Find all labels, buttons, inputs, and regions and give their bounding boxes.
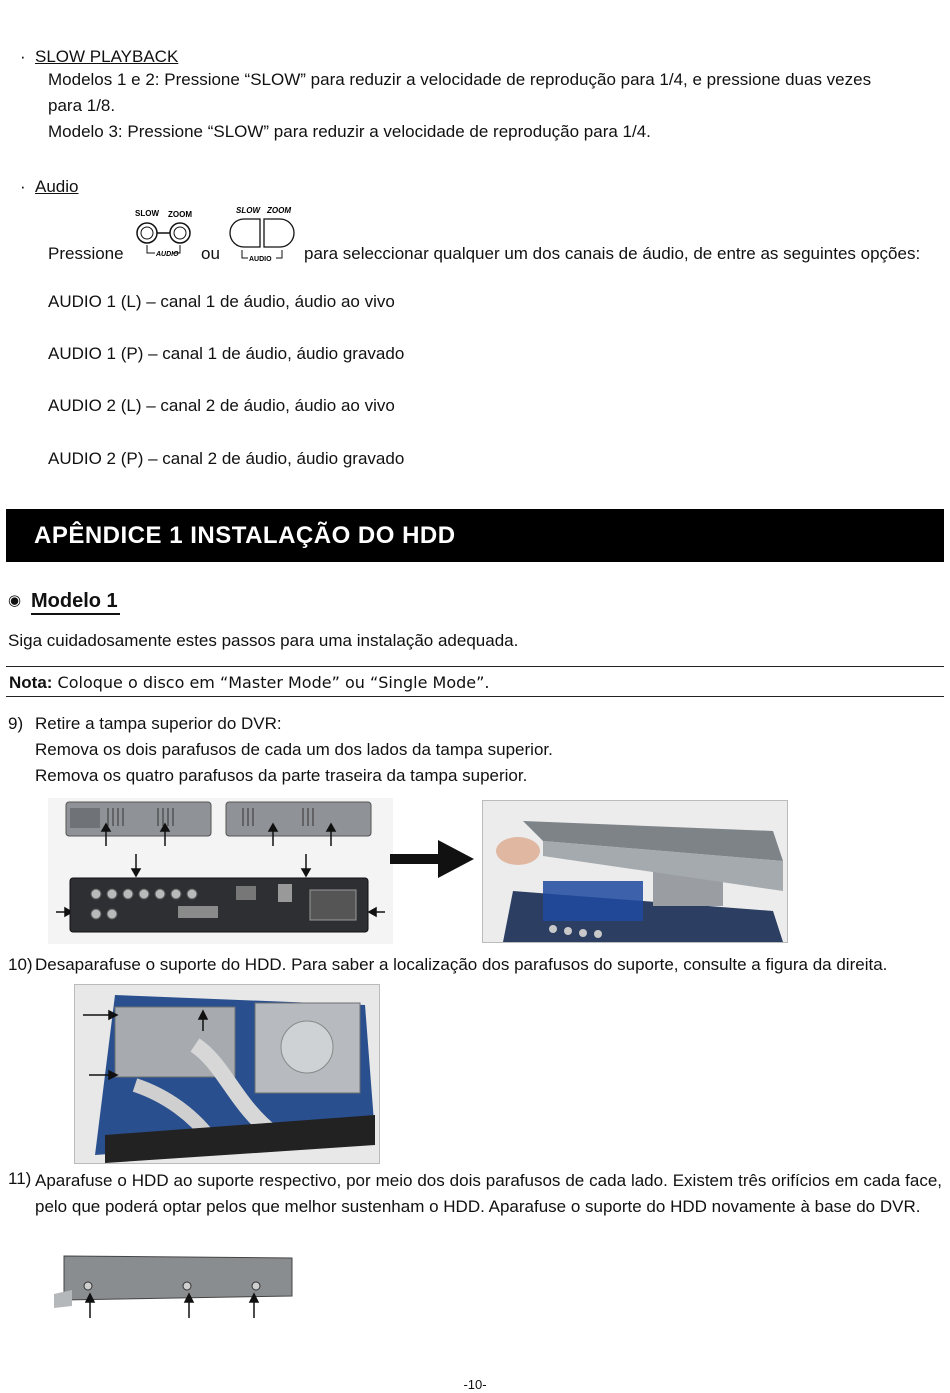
audio-bullet: · [20, 177, 26, 196]
audio-option-4: AUDIO 2 (P) – canal 2 de áudio, áudio gravado [48, 449, 405, 468]
btn1-audio-label: AUDIO [156, 251, 179, 258]
step-9-line-2: Remova os dois parafusos de cada um dos lados da tampa superior. [35, 740, 553, 759]
slow-bullet: · [20, 47, 26, 66]
slow-line-2: para 1/8. [48, 96, 116, 115]
slow-heading: SLOW PLAYBACK [35, 47, 179, 66]
step-10-number: 10) [8, 955, 33, 974]
slow-zoom-round-buttons-icon [130, 205, 200, 261]
step-9-number: 9) [8, 714, 24, 733]
step-9-line-3: Remova os quatro parafusos da parte traseira da tampa superior. [35, 766, 528, 785]
audio-or-text: ou [201, 244, 220, 263]
step-11-number: 11) [8, 1169, 32, 1188]
btn1-slow-label: SLOW [135, 209, 159, 218]
lid-removal-photo [482, 800, 788, 943]
hdd-side-figure [52, 1254, 295, 1320]
right-arrow-icon [390, 838, 476, 880]
audio-press-text: Pressione [48, 244, 124, 263]
btn1-zoom-label: ZOOM [168, 210, 192, 219]
step-11-text: Aparafuse o HDD ao suporte respectivo, por meio dos dois parafusos de cada lado. Existem três orifícios em cada face, pelo que poderá optar pelos que melhor sustenham o HDD. Aparafuse o suporte do HDD novamente à base do DVR. [35, 1171, 942, 1216]
note-label: Nota: [9, 673, 53, 692]
btn2-zoom-label: ZOOM [267, 206, 291, 215]
audio-heading: Audio [35, 177, 79, 196]
appendix-banner [6, 509, 944, 562]
hdd-bracket-photo [74, 984, 380, 1164]
slow-zoom-rect-buttons-icon [226, 203, 298, 263]
slow-line-3: Modelo 3: Pressione “SLOW” para reduzir a velocidade de reprodução para 1/4. [48, 122, 651, 141]
step-9-line-1: Retire a tampa superior do DVR: [35, 714, 282, 733]
model-heading: Modelo 1 [31, 589, 120, 615]
btn2-slow-label: SLOW [236, 206, 260, 215]
step-10-text: Desaparafuse o suporte do HDD. Para saber a localização dos parafusos do suporte, consulte a figura da direita. [35, 955, 888, 974]
audio-option-3: AUDIO 2 (L) – canal 2 de áudio, áudio ao vivo [48, 396, 395, 415]
note-line [9, 672, 490, 694]
audio-tail-text: para seleccionar qualquer um dos canais de áudio, de entre as seguintes opções: [304, 244, 921, 263]
note-bottom-rule [6, 696, 944, 697]
note-top-rule [6, 666, 944, 667]
btn2-audio-label: AUDIO [249, 256, 272, 263]
dvr-screws-figure [48, 798, 393, 944]
slow-line-1: Modelos 1 e 2: Pressione “SLOW” para reduzir a velocidade de reprodução para 1/4, e pressione duas vezes [48, 70, 872, 89]
audio-option-2: AUDIO 1 (P) – canal 1 de áudio, áudio gravado [48, 344, 405, 363]
audio-option-1: AUDIO 1 (L) – canal 1 de áudio, áudio ao vivo [48, 292, 395, 311]
page-number: -10- [463, 1377, 487, 1392]
note-text: Coloque o disco em “Master Mode” ou “Single Mode”. [52, 673, 490, 692]
appendix-intro: Siga cuidadosamente estes passos para uma instalação adequada. [8, 631, 519, 650]
model-bullet-icon: ◉ [8, 592, 22, 609]
appendix-title: APÊNDICE 1 INSTALAÇÃO DO HDD [34, 522, 456, 549]
